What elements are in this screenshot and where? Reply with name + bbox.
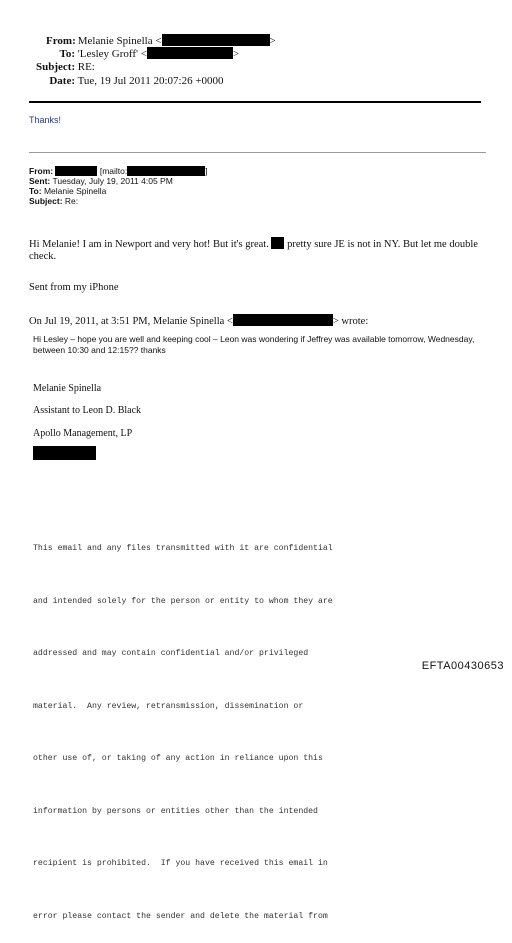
header-date-label: Date: (49, 75, 75, 87)
forwarded-subject-value: Re: (64, 196, 79, 206)
forwarded-from-label: From: (29, 166, 54, 176)
forwarded-to-value: Melanie Spinella (43, 186, 107, 196)
header-subject-label: Subject: (36, 61, 76, 73)
quote-intro-b: > wrote: (332, 316, 369, 327)
quote-intro-a: On Jul 19, 2011, at 3:51 PM, Melanie Spinella < (29, 316, 233, 327)
header-to-row (46, 47, 239, 61)
message-line-2: check. (29, 251, 57, 262)
signature-title: Assistant to Leon D. Black (33, 405, 142, 416)
redaction-block (33, 446, 96, 460)
document-id: EFTA00430653 (421, 660, 504, 672)
header-to-value: 'Lesley Groff' < (77, 48, 147, 60)
forwarded-subject-row (29, 196, 78, 206)
disclaimer-line: error please contact the sender and delete the material from (33, 911, 328, 921)
redaction-block (162, 34, 270, 46)
signature-company: Apollo Management, LP (33, 428, 133, 439)
forwarded-from-row (29, 166, 208, 176)
quote-line-1: Hi Lesley – hope you are well and keeping cool – Leon was wondering if Jeffrey was available tomorrow, Wednesday, (33, 334, 475, 344)
message-line-1b: pretty sure JE is not in NY. But let me double (287, 239, 478, 250)
forwarded-mailto-label: [mailto: (99, 166, 128, 176)
signature-name: Melanie Spinella (33, 383, 102, 394)
redaction-block (271, 237, 284, 249)
redaction-block (233, 314, 333, 326)
forwarded-sent-value: Tuesday, July 19, 2011 4:05 PM (52, 176, 173, 186)
message-line-1 (29, 237, 478, 251)
reply-divider (29, 152, 486, 153)
header-from-row (46, 34, 276, 48)
header-date-value: Tue, 19 Jul 2011 20:07:26 +0000 (77, 75, 224, 87)
forwarded-to-row (29, 186, 106, 196)
disclaimer-line: material. Any review, retransmission, dissemination or (33, 701, 304, 711)
quote-line-2: between 10:30 and 12:15?? thanks (33, 345, 166, 355)
disclaimer-line: and intended solely for the person or entity to whom they are (33, 596, 333, 606)
quote-intro (29, 314, 368, 328)
forwarded-subject-label: Subject: (29, 196, 63, 206)
header-from-suffix: > (269, 35, 276, 47)
message-line-1a: Hi Melanie! I am in Newport and very hot! But it's great. (29, 239, 269, 250)
forwarded-sent-label: Sent: (29, 176, 51, 186)
forwarded-mailto-suffix: ] (205, 166, 208, 176)
header-date-row (46, 75, 224, 88)
redaction-block (147, 47, 233, 59)
disclaimer-line: recipient is prohibited. If you have received this email in (33, 859, 328, 868)
redaction-block (127, 166, 208, 176)
header-divider (29, 101, 481, 103)
header-to-label: To: (59, 48, 75, 60)
header-from-label: From: (46, 35, 76, 47)
disclaimer-line: other use of, or taking of any action in reliance upon this (33, 754, 323, 763)
header-to-suffix: > (232, 48, 240, 60)
disclaimer-block (33, 505, 333, 943)
message-signoff: Sent from my iPhone (29, 282, 119, 293)
header-from-value: Melanie Spinella < (77, 35, 162, 47)
disclaimer-line: information by persons or entities other than the intended (33, 806, 318, 816)
redaction-block (55, 166, 97, 176)
forwarded-to-label: To: (29, 186, 42, 196)
disclaimer-line: addressed and may contain confidential and/or privileged (33, 649, 309, 658)
reply-text: Thanks! (29, 115, 62, 125)
header-subject-value: RE: (77, 61, 95, 73)
disclaimer-line: This email and any files transmitted with it are confidential (33, 544, 333, 553)
forwarded-sent-row (29, 176, 173, 186)
header-subject-row (36, 61, 95, 74)
